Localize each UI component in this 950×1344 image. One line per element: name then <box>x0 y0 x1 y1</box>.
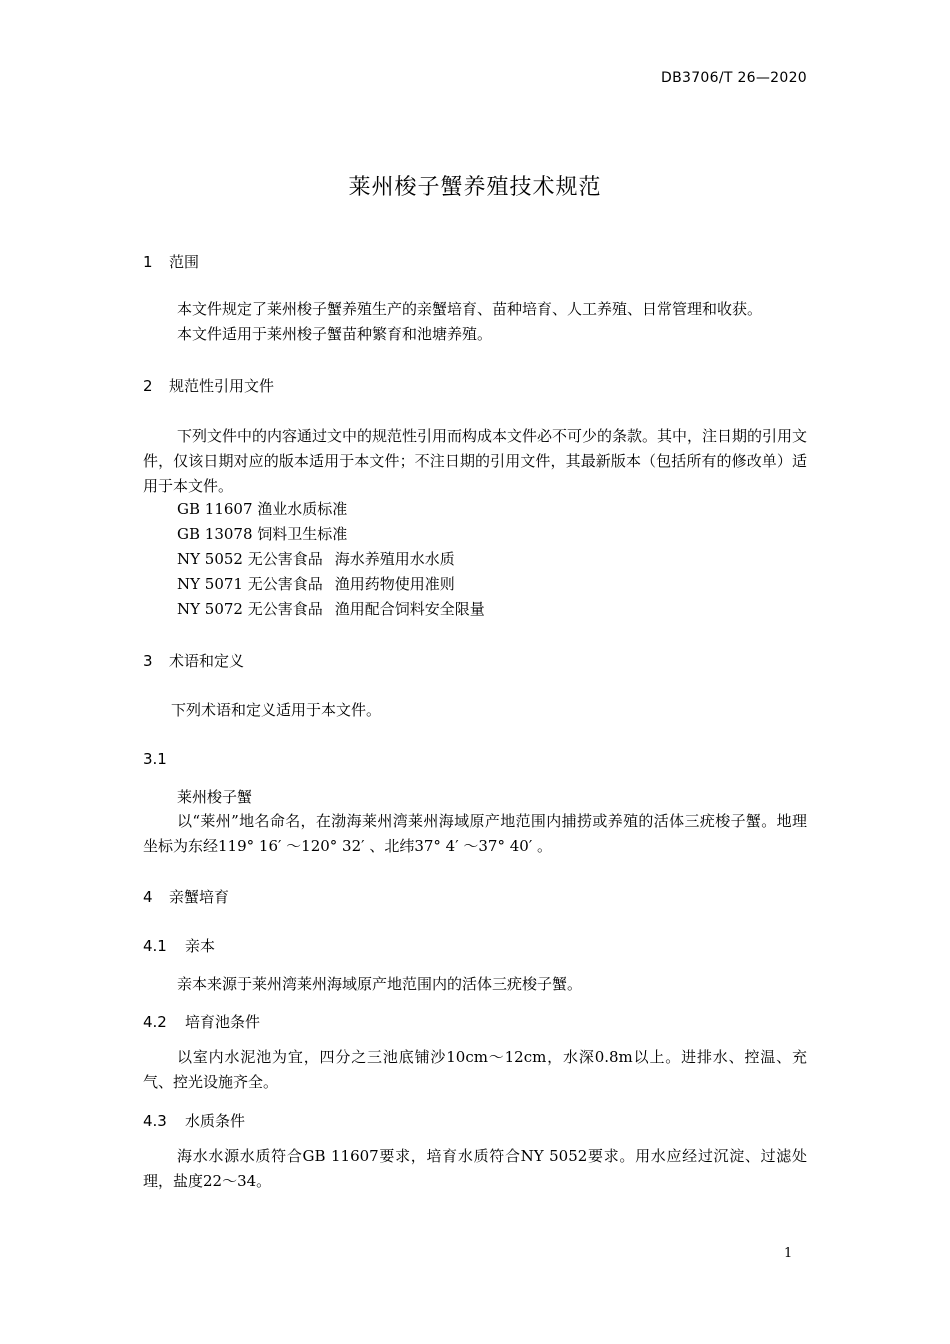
section-number: 1 <box>143 253 153 271</box>
page-number: 1 <box>784 1246 793 1261</box>
section-number: 4.2 <box>143 1013 167 1031</box>
subsection-3-1-number: 3.1 <box>143 750 167 768</box>
section-title: 术语和定义 <box>169 652 245 670</box>
ref-name: 无公害食品 <box>247 550 323 568</box>
standard-code: DB3706/T 26—2020 <box>661 70 807 86</box>
section-title: 范围 <box>169 253 200 271</box>
ref-name: 无公害食品 <box>247 600 323 618</box>
document-title: 莱州梭子蟹养殖技术规范 <box>348 175 602 200</box>
section-1-heading <box>143 251 199 272</box>
paragraph: 以室内水泥池为宜，四分之三池底铺沙10cm～12cm，水深0.8m以上。进排水、控温、充气、控光设施齐全。 <box>143 1048 807 1091</box>
paragraph: 海水水源水质符合GB 11607要求，培育水质符合NY 5052要求。用水应经过沉淀、过滤处理，盐度22～34。 <box>143 1147 807 1190</box>
section-3-heading <box>143 650 244 671</box>
section-2-heading <box>143 375 274 396</box>
ref-subtitle: 渔用配合饲料安全限量 <box>334 600 485 618</box>
normative-reference <box>177 598 485 619</box>
ref-name: 无公害食品 <box>247 575 323 593</box>
paragraph: 下列术语和定义适用于本文件。 <box>171 701 382 719</box>
ref-code: NY 5072 <box>177 600 243 618</box>
ref-name: 饲料卫生标准 <box>257 525 348 543</box>
ref-code: NY 5052 <box>177 550 243 568</box>
section-number: 4.3 <box>143 1112 167 1130</box>
section-number: 2 <box>143 377 153 395</box>
section-number: 4 <box>143 888 153 906</box>
ref-name: 渔业水质标准 <box>257 500 348 518</box>
paragraph: 亲本来源于莱州湾莱州海域原产地范围内的活体三疣梭子蟹。 <box>177 975 583 993</box>
ref-subtitle: 渔用药物使用准则 <box>334 575 455 593</box>
subsection-4-2-heading <box>143 1011 260 1032</box>
normative-reference <box>177 523 347 544</box>
term-definition: 以“莱州”地名命名，在渤海莱州湾莱州海域原产地范围内捕捞或养殖的活体三疣梭子蟹。地理坐标为东经119° 16′ ～120° 32′ 、北纬37° 4′ ～37° 40′ 。 <box>143 812 807 855</box>
section-title: 水质条件 <box>185 1112 246 1130</box>
section-title: 亲蟹培育 <box>169 888 230 906</box>
ref-code: GB 11607 <box>177 500 253 518</box>
ref-subtitle: 海水养殖用水水质 <box>334 550 455 568</box>
section-number: 3 <box>143 652 153 670</box>
section-4-heading <box>143 886 229 907</box>
section-title: 规范性引用文件 <box>169 377 275 395</box>
ref-code: NY 5071 <box>177 575 243 593</box>
term: 莱州梭子蟹 <box>177 788 253 806</box>
section-title: 亲本 <box>185 937 216 955</box>
normative-reference <box>177 573 455 594</box>
ref-code: GB 13078 <box>177 525 253 543</box>
paragraph: 下列文件中的内容通过文中的规范性引用而构成本文件必不可少的条款。其中，注日期的引用文件，仅该日期对应的版本适用于本文件；不注日期的引用文件，其最新版本（包括所有的修改单）适用于本文件。 <box>143 427 808 495</box>
subsection-4-1-heading <box>143 935 215 956</box>
paragraph: 本文件适用于莱州梭子蟹苗种繁育和池塘养殖。 <box>177 325 493 343</box>
subsection-4-3-heading <box>143 1110 245 1131</box>
normative-reference <box>177 548 455 569</box>
paragraph: 本文件规定了莱州梭子蟹养殖生产的亲蟹培育、苗种培育、人工养殖、日常管理和收获。 <box>177 300 763 318</box>
section-number: 4.1 <box>143 937 167 955</box>
section-title: 培育池条件 <box>185 1013 261 1031</box>
normative-reference <box>177 498 347 519</box>
